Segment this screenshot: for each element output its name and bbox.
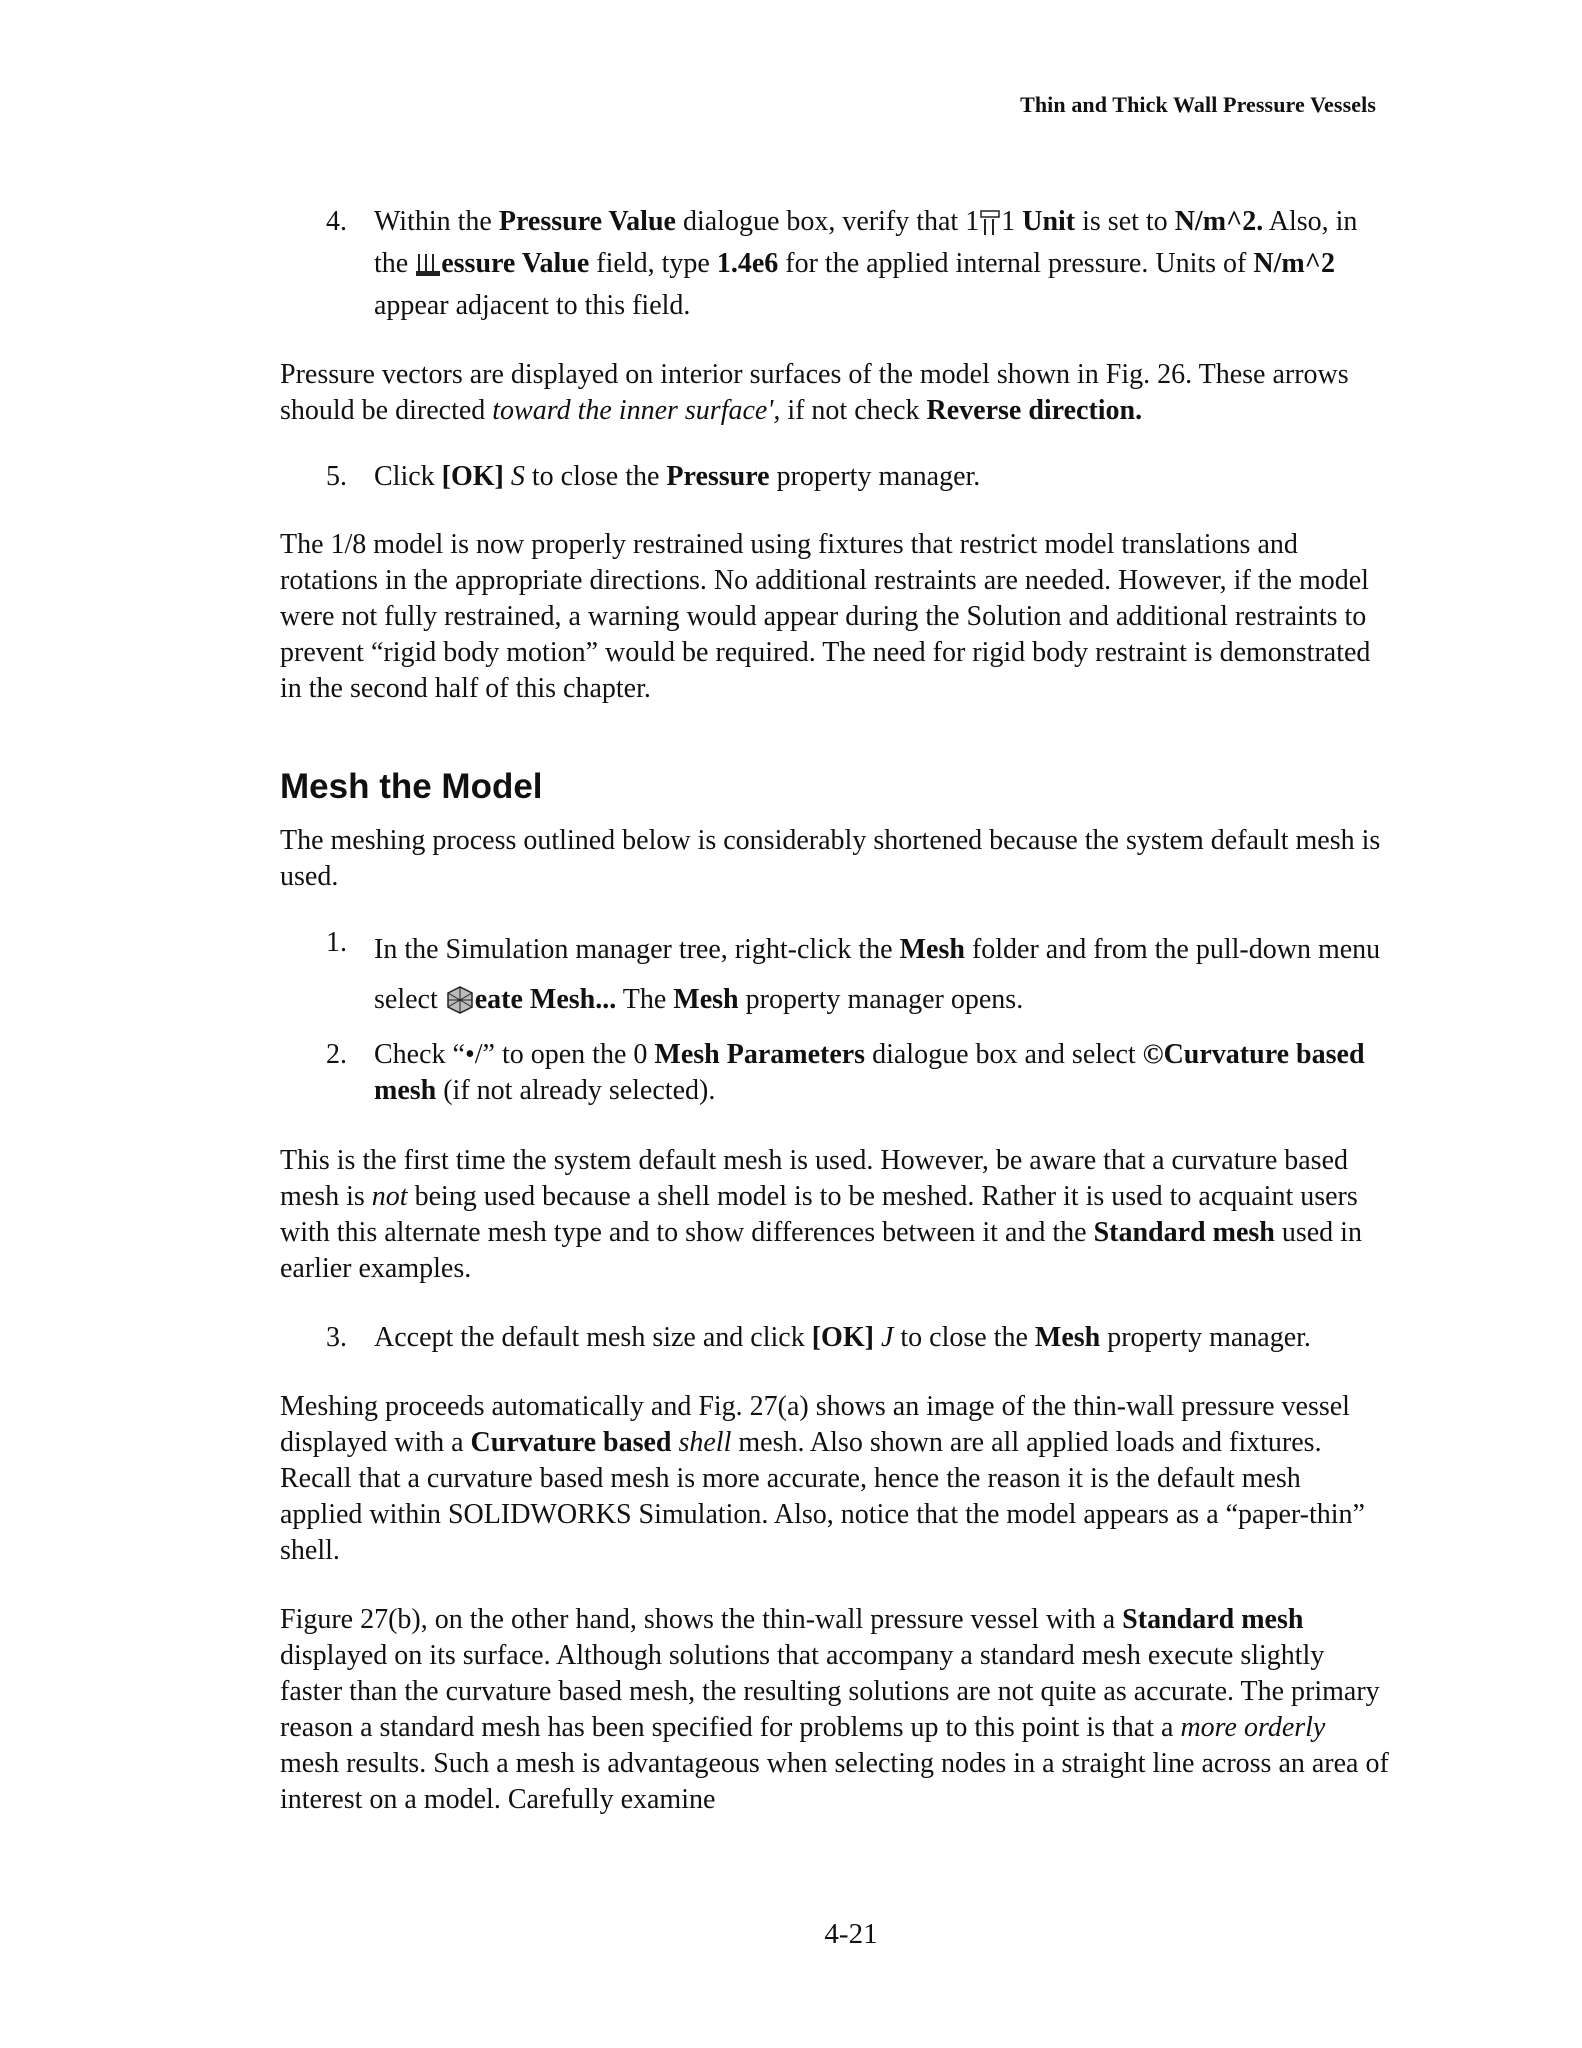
text: Figure 27(b), on the other hand, shows the thin-wall pressure vessel with a <box>280 1604 1123 1635</box>
step-number: 3. <box>326 1322 347 1353</box>
text: Meshing proceeds automatically and Fig. 27(a) shows an image of the thin-wall pressure vessel displayed with a <box>280 1391 1350 1458</box>
paragraph-figure-27b <box>280 1602 1390 1818</box>
text: field, type <box>589 248 717 279</box>
text: property manager. <box>1100 1322 1311 1353</box>
text: displayed on its surface. Although solutions that accompany a standard mesh execute slightly faster than the curvature based mesh, the resulting solutions are not quite as accurate. The primary reason a standard mesh has been specified for problems up to this point is that a <box>280 1640 1380 1743</box>
text: This is the first time the system default mesh is used. However, be aware that a curvature based mesh is <box>280 1145 1348 1212</box>
step-3 <box>326 1320 1390 1356</box>
ok-button-label: [OK] <box>811 1322 874 1353</box>
unit-label: N/m^2. <box>1174 206 1264 237</box>
emphasis: toward the inner surface', <box>492 395 781 426</box>
emphasis: more orderly <box>1180 1712 1326 1743</box>
ui-label: Standard mesh <box>1093 1217 1275 1248</box>
ui-label: Unit <box>1022 206 1076 237</box>
running-header: Thin and Thick Wall Pressure Vessels <box>1020 92 1376 117</box>
ui-label: Reverse direction. <box>926 395 1143 426</box>
ok-button-label: [OK] <box>441 461 504 492</box>
text: Accept the default mesh size and click <box>374 1322 812 1353</box>
create-mesh-icon <box>445 981 475 1031</box>
step-number: 1. <box>326 927 347 958</box>
text: dialogue box, verify that 1 <box>675 206 980 237</box>
pressure-icon <box>415 252 441 288</box>
text: Within the <box>374 206 499 237</box>
text: if not check <box>780 395 927 426</box>
ui-label: Curvature based <box>470 1427 672 1458</box>
ui-label: Mesh <box>673 984 739 1015</box>
text: 1 <box>1001 206 1023 237</box>
text: used in earlier examples. <box>280 1217 1362 1284</box>
paragraph-mesh-intro: The meshing process outlined below is considerably shortened because the system default mesh is used. <box>280 825 1381 892</box>
text: property manager opens. <box>738 984 1024 1015</box>
step-2 <box>326 1037 1390 1109</box>
page-number: 4-21 <box>824 1918 878 1950</box>
text: In the Simulation manager tree, right-click the <box>374 934 900 965</box>
text: being used because a shell model is to be meshed. Rather it is used to acquaint users with this alternate mesh type and to show differences between it and the <box>280 1181 1358 1248</box>
ok-icon-glyph: S <box>503 461 525 492</box>
text: appear adjacent to this field. <box>374 290 691 321</box>
section-heading: Mesh the Model <box>280 767 543 806</box>
text: mesh. Also shown are all applied loads and fixtures. Recall that a curvature based mesh is more accurate, hence the reason it is the default mesh applied within SOLIDWORKS Simulation. Also, notice that the model appears as a “paper-thin” shell. <box>280 1427 1365 1566</box>
ui-label: Pressure Value <box>498 206 676 237</box>
ui-label: Standard mesh <box>1122 1604 1304 1635</box>
step-number: 5. <box>326 461 347 492</box>
text: (if not already selected). <box>436 1075 716 1106</box>
unit-icon <box>979 210 1001 246</box>
paragraph-meshing <box>280 1389 1390 1569</box>
unit-label: N/m^2 <box>1253 248 1335 279</box>
step-number: 2. <box>326 1039 347 1070</box>
option-label: ©Curvature based mesh <box>374 1039 1365 1106</box>
text: Pressure vectors are displayed on interior surfaces of the model shown in Fig. 26. These arrows should be directed <box>280 359 1349 426</box>
text: dialogue box and select <box>865 1039 1143 1070</box>
step-body <box>374 204 1390 324</box>
ui-label: Pressure <box>666 461 770 492</box>
text: mesh results. Such a mesh is advantageous when selecting nodes in a straight line across an area of interest on a model. Carefully examine <box>280 1748 1389 1815</box>
step-4 <box>326 204 1390 324</box>
text: folder and from the pull-down menu select <box>374 934 1381 1015</box>
text: to close the <box>524 461 667 492</box>
step-5 <box>326 459 1390 495</box>
ui-label: Mesh <box>1034 1322 1101 1353</box>
ui-label: Mesh Parameters <box>654 1039 866 1070</box>
step-number: 4. <box>326 206 347 237</box>
text: Click <box>374 461 442 492</box>
emphasis: shell <box>671 1427 732 1458</box>
text: property manager. <box>769 461 981 492</box>
paragraph-pressure-vectors <box>280 357 1390 429</box>
step-body <box>374 459 1390 495</box>
step-body <box>374 925 1390 1031</box>
value-label: 1.4e6 <box>716 248 779 279</box>
ui-label: Mesh <box>899 934 965 965</box>
ok-icon-glyph: J <box>873 1322 894 1353</box>
step-1 <box>326 925 1390 1031</box>
page-content <box>280 204 1390 1818</box>
text: The <box>616 984 674 1015</box>
ui-label: essure Value <box>441 248 590 279</box>
paragraph-restraints: The 1/8 model is now properly restrained using fixtures that restrict model translations and rotations in the appropriate directions. No additional restraints are needed. However, if the model were not fully restrained, a warning would appear during the Solution and additional restraints to prevent “rigid body motion” would be required. The need for rigid body restraint is demonstrated in the second half of this chapter. <box>280 529 1371 704</box>
step-body <box>374 1037 1390 1109</box>
menu-item-label: eate Mesh... <box>474 984 617 1015</box>
emphasis: not <box>371 1181 408 1212</box>
paragraph-curvature <box>280 1143 1390 1287</box>
text: Also, in the <box>374 206 1358 279</box>
text: for the applied internal pressure. Units of <box>778 248 1254 279</box>
text: to close the <box>893 1322 1035 1353</box>
step-body <box>374 1320 1390 1356</box>
text: is set to <box>1075 206 1175 237</box>
text: Check “•/” to open the 0 <box>374 1039 655 1070</box>
